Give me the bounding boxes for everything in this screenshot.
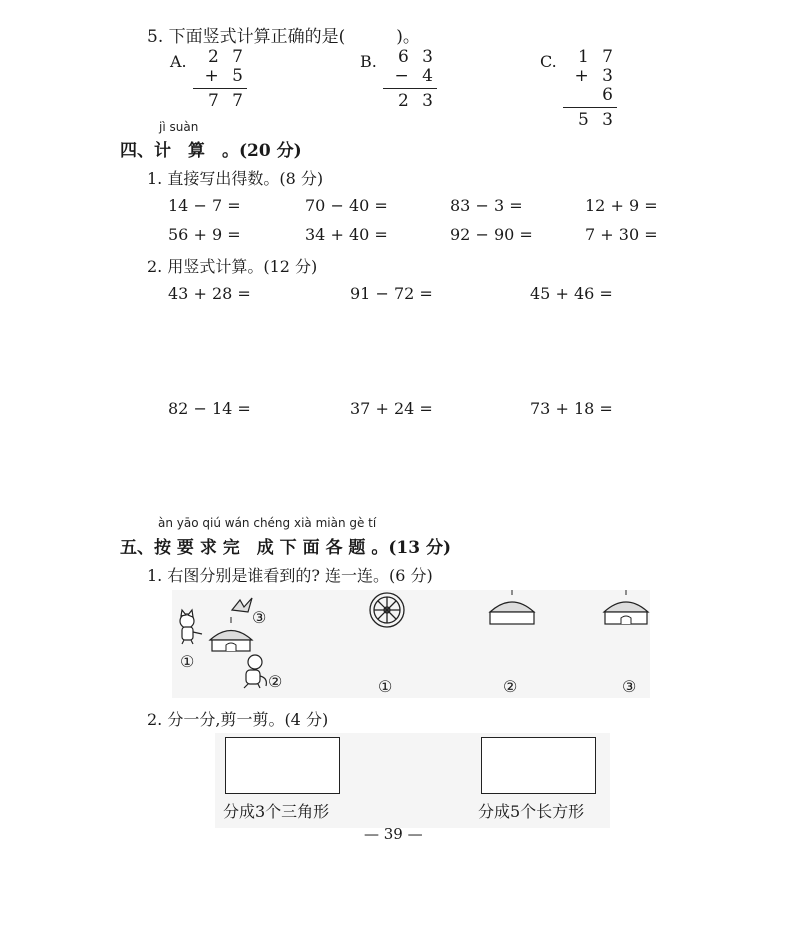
bird-icon bbox=[232, 598, 252, 612]
q5-option-b-label[interactable]: B. bbox=[360, 52, 377, 71]
tent-side-view-icon bbox=[490, 590, 534, 624]
q5-text: 5. 下面竖式计算正确的是( )。 bbox=[147, 27, 420, 47]
vertical-result: 7 7 bbox=[207, 91, 247, 111]
vertical-calc-item: 91 − 72 = bbox=[350, 284, 433, 303]
calc-item: 7 + 30 = bbox=[585, 225, 658, 244]
vertical-calc-item: 43 + 28 = bbox=[168, 284, 251, 303]
view-label-1[interactable]: ① bbox=[378, 677, 393, 696]
vertical-calc-item: 37 + 24 = bbox=[350, 399, 433, 418]
vertical-calc-item: 82 − 14 = bbox=[168, 399, 251, 418]
vertical-bottom: 5 bbox=[232, 66, 247, 86]
vertical-bottom: 3 6 bbox=[602, 66, 617, 105]
caption-rectangles: 分成5个长方形 bbox=[478, 802, 585, 821]
page-number: — 39 — bbox=[364, 825, 423, 843]
rectangle-to-cut-triangles[interactable] bbox=[225, 737, 340, 794]
q5-option-c-vertical bbox=[563, 48, 617, 130]
calc-item: 14 − 7 = bbox=[168, 196, 241, 215]
vertical-bottom: 4 bbox=[422, 66, 437, 86]
section4-pinyin: jì suàn bbox=[159, 120, 199, 134]
vertical-rule bbox=[383, 88, 437, 89]
vertical-top: 2 7 bbox=[207, 47, 247, 67]
scene-illustration bbox=[172, 590, 650, 698]
vertical-result: 2 3 bbox=[397, 91, 437, 111]
caption-triangles: 分成3个三角形 bbox=[223, 802, 330, 821]
section4-q1-title: 1. 直接写出得数。(8 分) bbox=[147, 169, 324, 188]
rectangle-to-cut-rectangles[interactable] bbox=[481, 737, 596, 794]
vertical-rule bbox=[193, 88, 247, 89]
section5-q2-title: 2. 分一分,剪一剪。(4 分) bbox=[147, 710, 329, 729]
calc-item: 12 + 9 = bbox=[585, 196, 658, 215]
vertical-rule bbox=[563, 107, 617, 108]
vertical-calc-item: 73 + 18 = bbox=[530, 399, 613, 418]
q5-option-a-label[interactable]: A. bbox=[170, 52, 187, 71]
vertical-calc-item: 45 + 46 = bbox=[530, 284, 613, 303]
q5-option-c-label[interactable]: C. bbox=[540, 52, 557, 71]
tent-front-view-icon bbox=[604, 590, 648, 624]
section5-pinyin: àn yāo qiú wán chéng xià miàn gè tí bbox=[158, 516, 377, 530]
vertical-operator: + bbox=[574, 66, 593, 86]
vertical-operator: + bbox=[204, 66, 223, 86]
wheel-icon bbox=[370, 593, 404, 627]
vertical-operator: − bbox=[394, 66, 413, 86]
vertical-top: 6 3 bbox=[397, 47, 437, 67]
tent-icon bbox=[210, 617, 252, 651]
vertical-result: 5 3 bbox=[577, 110, 617, 130]
monkey-icon bbox=[244, 655, 266, 688]
vertical-top: 1 7 bbox=[577, 47, 617, 67]
calc-item: 92 − 90 = bbox=[450, 225, 533, 244]
cat-icon bbox=[180, 610, 202, 644]
calc-item: 70 − 40 = bbox=[305, 196, 388, 215]
calc-item: 34 + 40 = bbox=[305, 225, 388, 244]
scene-label-monkey[interactable]: ② bbox=[268, 672, 283, 691]
view-label-2[interactable]: ② bbox=[503, 677, 518, 696]
q5-option-a-vertical bbox=[193, 48, 247, 111]
section5-q1-title: 1. 右图分别是谁看到的? 连一连。(6 分) bbox=[147, 566, 433, 585]
scene-label-bird[interactable]: ③ bbox=[252, 608, 267, 627]
section5-title: 五、按 要 求 完 成 下 面 各 题 。(13 分) bbox=[120, 538, 452, 558]
view-label-3[interactable]: ③ bbox=[622, 677, 637, 696]
calc-item: 83 − 3 = bbox=[450, 196, 523, 215]
section4-q2-title: 2. 用竖式计算。(12 分) bbox=[147, 257, 318, 276]
calc-item: 56 + 9 = bbox=[168, 225, 241, 244]
q5-option-b-vertical bbox=[383, 48, 437, 111]
scene-label-cat[interactable]: ① bbox=[180, 652, 195, 671]
section4-title: 四、计 算 。(20 分) bbox=[120, 141, 302, 161]
